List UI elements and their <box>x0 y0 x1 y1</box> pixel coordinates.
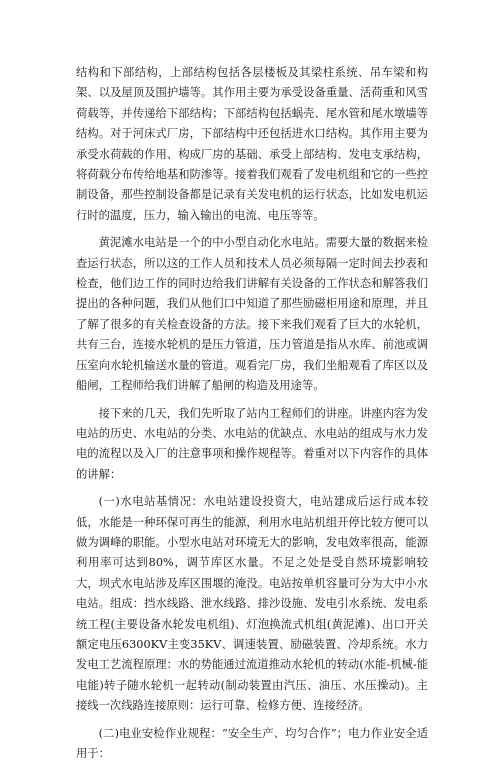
paragraph-station-basics: (一)水电站基情况：水电站建设投资大，电站建成后运行成本较低，水能是一种环保可再生的能源，利用水电站机组开停比较方便可以做为调峰的职能。小型水电站对环境无大的影响，发电效率很高，能源利用率可达到80%，调节库区水量。不足之处是受自然环境影响较大，坝式水电站涉及库区围堰的淹没。电站按单机容量可分为大中小水电站。组成：挡水线路、泄水线路、排沙设施、发电引水系统、发电系统工程(主要设备水轮发电机组)、灯泡换流式机组(黄泥滩)、出口开关额定电压6300KV主变35KV、调速装置、励磁装置、冷却系统。水力发电工艺流程原理：水的势能通过流道推动水轮机的转动(水能-机械-能电能)转子随水轮机一起转动(制动装置由汽压、油压、水压操动)。主接线一次线路连接原则：运行可靠、检修方便、连接经济。 <box>76 495 428 713</box>
paragraph-gap <box>76 226 428 233</box>
document-body <box>76 63 428 764</box>
paragraph-structure: 结构和下部结构，上部结构包括各层楼板及其梁柱系统、吊车梁和构架、以及屋顶及围护墙等。其作用主要为承受设备重量、活荷重和风雪荷载等，并传递给下部结构；下部结构包括蜗壳、尾水管和尾水墩墙等结构。对于河床式厂房，下部结构中还包括进水口结构。其作用主要为承受水荷载的作用、构成厂房的基础、承受上部结构、发电支承结构，将荷载分布传给地基和防渗等。接着我们观看了发电机组和它的一些控制设备，那些控制设备都是记录有关发电机的运行状态，比如发电机运行时的温度，压力，输入输出的电流、电压等等。 <box>76 66 428 222</box>
paragraph-gap <box>76 397 428 404</box>
paragraph-station-visit: 黄泥滩水电站是一个的中小型自动化水电站。需要大量的数据来检查运行状态，所以这的工作人员和技术人员必须每隔一定时间去抄表和检查，他们边工作的同时边给我们讲解有关设备的工作状态和解答我们提出的各种问题，我们从他们口中知道了那些励磁柜用途和原理，并且了解了很多的有关检查设备的方法。接下来我们观看了巨大的水轮机，共有三台，连接水轮机的是压力管道，压力管道是指从水库、前池或调压室向水轮机输送水量的管道。观看完厂房，我们坐船观看了库区以及船闸，工程师给我们讲解了船闸的构造及用途等。 <box>76 236 428 393</box>
paragraph-gap <box>76 485 428 492</box>
paragraph-gap <box>76 717 428 724</box>
paragraph-safety-rules: (二)电业安检作业规程：“安全生产、均匀合作”；电力作业安全适用于： <box>76 726 428 760</box>
paragraph-lectures: 接下来的几天，我们先听取了站内工程师们的讲座。讲座内容为发电站的历史、水电站的分类、水电站的优缺点、水电站的组成与水力发电的流程以及入厂的注意事项和操作规程等。着重对以下内容作的具体的讲解： <box>76 406 428 481</box>
